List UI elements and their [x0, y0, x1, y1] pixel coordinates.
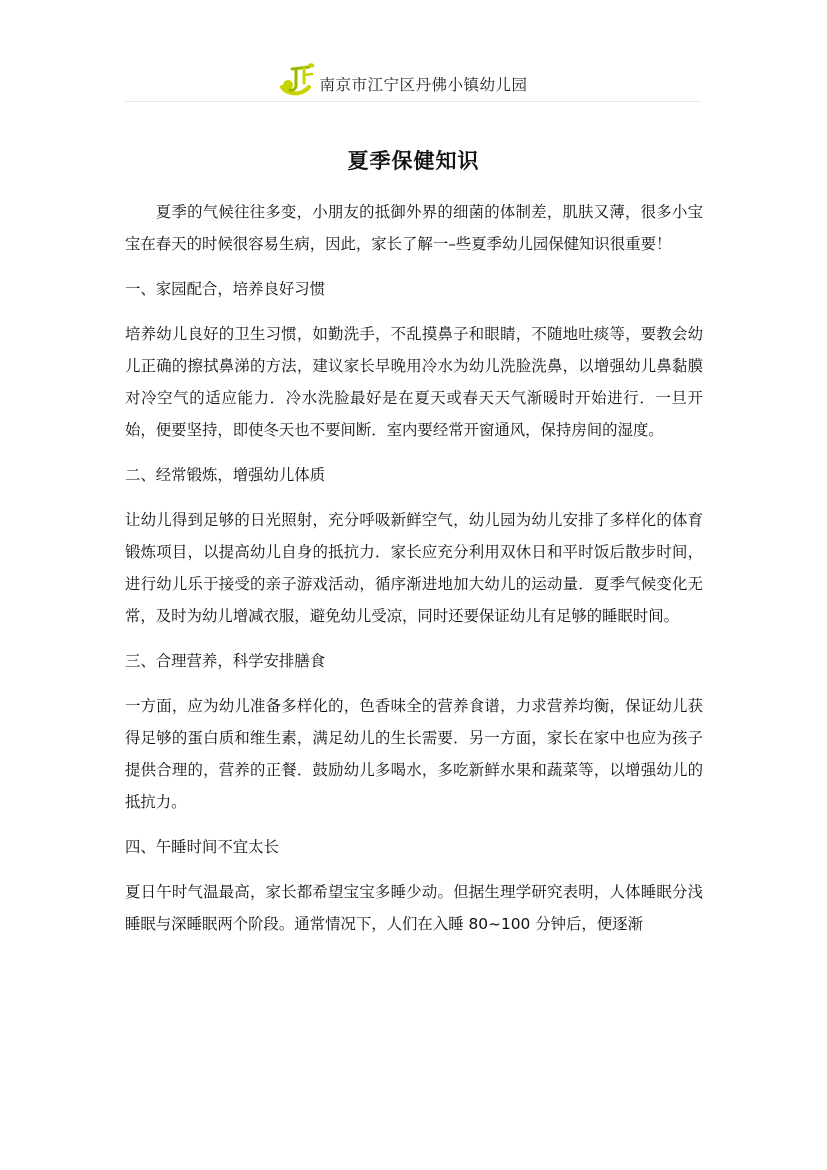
school-logo-icon — [279, 61, 317, 99]
section-heading-1: 一、家园配合，培养良好习惯 — [125, 280, 326, 298]
document-title: 夏季保健知识 — [347, 149, 480, 173]
section-paragraph-3: 一方面，应为幼儿准备多样化的，色香味全的营养食谱，力求营养均衡，保证幼儿获得足够的蛋白质和维生素，满足幼儿的生长需要．另一方面，家长在家中也应为孩子提供合理的，营养的正餐．鼓励幼儿多喝水，多吃新鲜水果和蔬菜等，以增强幼儿的抵抗力。 — [125, 697, 703, 811]
school-name: 南京市江宁区丹佛小镇幼儿园 — [319, 76, 528, 94]
section-paragraph-1: 培养幼儿良好的卫生习惯，如勤洗手，不乱摸鼻子和眼睛，不随地吐痰等，要教会幼儿正确的擦拭鼻涕的方法，建议家长早晚用冷水为幼儿洗脸洗鼻，以增强幼儿鼻黏膜对冷空气的适应能力．冷水洗脸最好是在夏天或春天天气渐暖时开始进行．一旦开始，便要坚持，即使冬天也不要间断．室内要经常开窗通风，保持房间的湿度。 — [125, 325, 703, 439]
intro-paragraph: 夏季的气候往往多变，小朋友的抵御外界的细菌的体制差，肌肤又薄，很多小宝宝在春天的时候很容易生病，因此，家长了解一–些夏季幼儿园保健知识很重要！ — [125, 203, 703, 253]
document-body — [125, 196, 703, 953]
section-heading-2: 二、经常锻炼，增强幼儿体质 — [125, 466, 326, 484]
header-brand — [299, 61, 527, 99]
page-header — [0, 55, 827, 105]
section-paragraph-4: 夏日午时气温最高，家长都希望宝宝多睡少动。但据生理学研究表明，人体睡眠分浅睡眠与深睡眠两个阶段。通常情况下，人们在入睡 80~100 分钟后，便逐渐 — [125, 883, 703, 933]
section-heading-4: 四、午睡时间不宜太长 — [125, 838, 279, 856]
section-heading-3: 三、合理营养，科学安排膳食 — [125, 652, 326, 670]
header-divider — [125, 101, 702, 102]
section-paragraph-2: 让幼儿得到足够的日光照射，充分呼吸新鲜空气，幼儿园为幼儿安排了多样化的体育锻炼项目，以提高幼儿自身的抵抗力．家长应充分利用双休日和平时饭后散步时间，进行幼儿乐于接受的亲子游戏活动，循序渐进地加大幼儿的运动量．夏季气候变化无常，及时为幼儿增减衣服，避免幼儿受凉，同时还要保证幼儿有足够的睡眠时间。 — [125, 511, 703, 625]
